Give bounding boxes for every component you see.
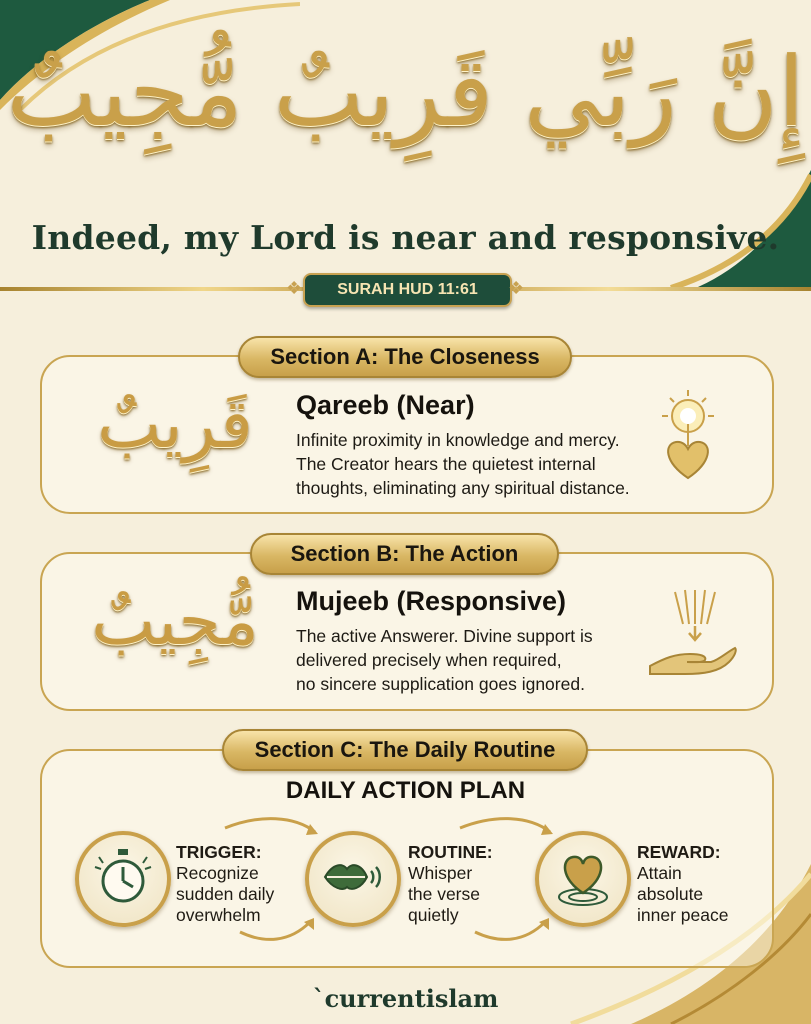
ornament-left-icon: ❖ bbox=[286, 278, 303, 298]
brand-logo[interactable]: `currentislam bbox=[312, 984, 499, 1013]
ornament-right-icon: ❖ bbox=[508, 278, 525, 298]
reward-step-text: REWARD: Attain absolute inner peace bbox=[637, 842, 729, 925]
mujeeb-description: The active Answerer. Divine support is delivered precisely when required, no sincere supplication goes ignored. bbox=[296, 626, 593, 694]
daily-action-plan-title: DAILY ACTION PLAN bbox=[285, 777, 526, 804]
mujeeb-arabic: مُّجِيبٌ bbox=[91, 582, 259, 661]
surah-reference-badge: SURAH HUD 11:61 bbox=[303, 273, 512, 307]
mujeeb-title: Mujeeb (Responsive) bbox=[296, 586, 567, 616]
qareeb-arabic: قَرِيبٌ bbox=[97, 385, 253, 464]
whispering-lips-icon bbox=[321, 855, 385, 899]
section-b-label: Section B: The Action bbox=[250, 533, 559, 575]
glowing-heart-icon bbox=[648, 388, 728, 483]
reward-step-circle bbox=[535, 831, 631, 927]
qareeb-description: Infinite proximity in knowledge and mercy. The Creator hears the quietest internal thoughts, eliminating any spiritual distance. bbox=[296, 430, 630, 498]
routine-step-circle bbox=[305, 831, 401, 927]
trigger-step-text: TRIGGER: Recognize sudden daily overwhelm bbox=[176, 842, 275, 925]
heart-icon bbox=[553, 847, 613, 911]
trigger-step-circle bbox=[75, 831, 171, 927]
routine-step-text: ROUTINE: Whisper the verse quietly bbox=[408, 842, 493, 925]
section-a-label: Section A: The Closeness bbox=[238, 336, 572, 378]
receiving-hand-icon bbox=[645, 588, 740, 678]
stopwatch-icon bbox=[93, 847, 153, 907]
qareeb-title: Qareeb (Near) bbox=[296, 390, 475, 420]
verse-arabic-calligraphy: إِنَّ رَبِّي قَرِيبٌ مُّجِيبٌ bbox=[6, 36, 805, 148]
section-c-label: Section C: The Daily Routine bbox=[222, 729, 588, 771]
verse-translation: Indeed, my Lord is near and responsive. bbox=[31, 218, 780, 257]
